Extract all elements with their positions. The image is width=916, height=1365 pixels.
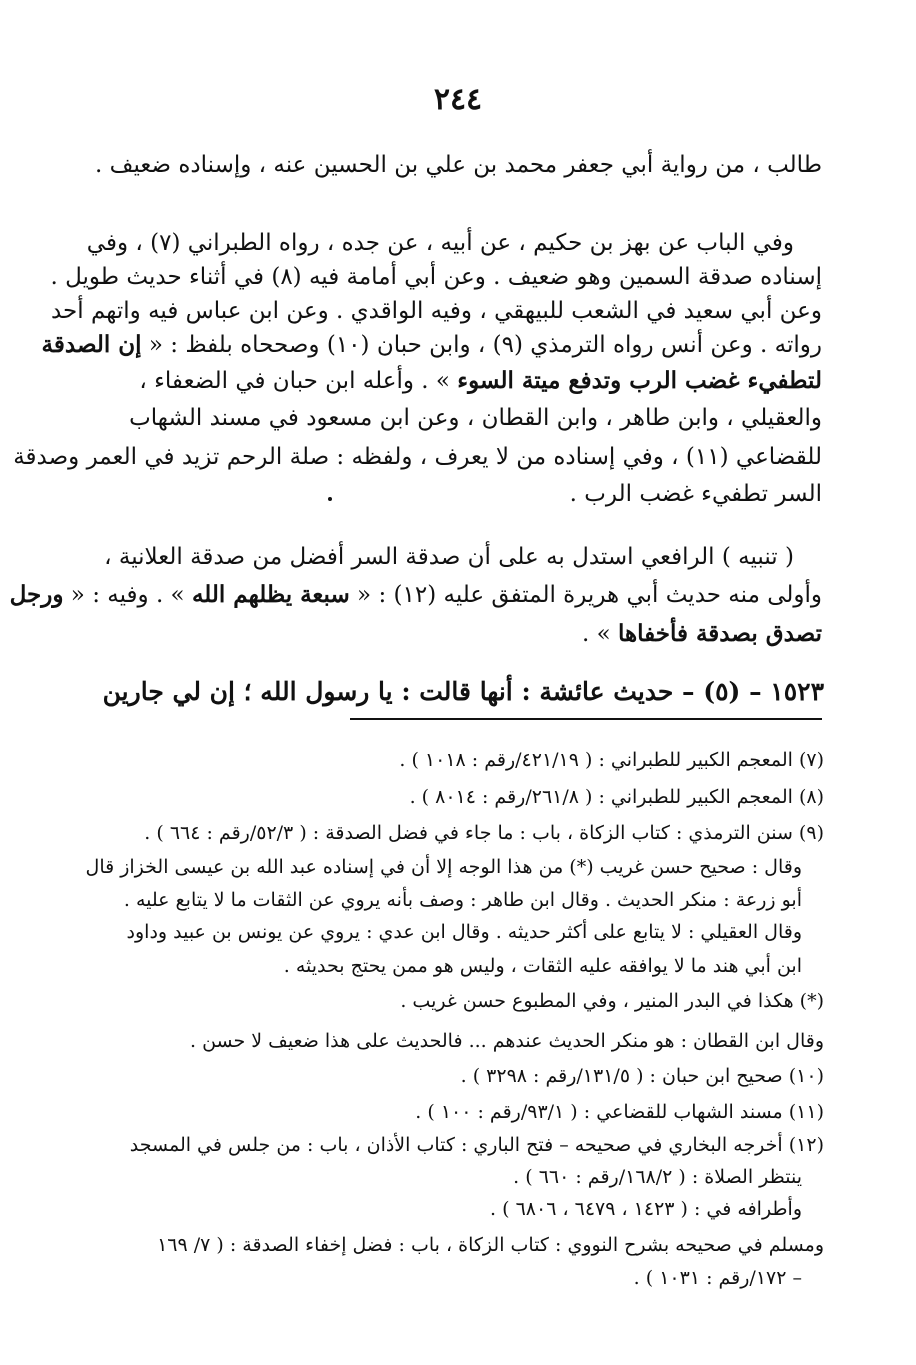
ink-speck [328, 497, 332, 501]
text-segment: وفي الباب عن بهز بن حكيم ، عن أبيه ، عن جده ، رواه الطبراني (٧) ، وفي [86, 230, 794, 256]
text-segment: للقضاعي (١١) ، وفي إسناده من لا يعرف ، ولفظه : صلة الرحم تزيد في العمر وصدقة [13, 444, 822, 470]
text-segment: » . وأعله ابن حبان في الضعفاء ، [139, 368, 458, 394]
body-line [50, 260, 822, 294]
footnote-line: (*) هكذا في البدر المنير ، وفي المطبوع حسن غريب . [400, 990, 824, 1012]
footnote-line: وقال العقيلي : لا يتابع على أكثر حديثه . وقال ابن عدي : يروي عن يونس بن عبيد وداود [126, 921, 802, 943]
footnote-line: (٩) سنن الترمذي : كتاب الزكاة ، باب : ما جاء في فضل الصدقة : ( ٥٢/٣/رقم : ٦٦٤ ) . [144, 822, 824, 844]
text-segment: السر تطفيء غضب الرب . [569, 481, 822, 507]
footnote-line: (٧) المعجم الكبير للطبراني : ( ٤٢١/١٩/رقم : ١٠١٨ ) . [399, 749, 824, 771]
footnote-line: ومسلم في صحيحه بشرح النووي : كتاب الزكاة ، باب : فضل إخفاء الصدقة : ( ٧/ ١٦٩ [157, 1234, 824, 1256]
footnote-separator [350, 718, 822, 720]
bold-phrase: لتطفيء غضب الرب وتدفع ميتة السوء [457, 367, 822, 394]
body-line [70, 540, 794, 574]
footnote-line: ينتظر الصلاة : ( ١٦٨/٢/رقم : ٦٦٠ ) . [513, 1166, 802, 1188]
bold-phrase: ورجل [9, 581, 64, 608]
hadith-heading: ١٥٢٣ – (٥) – حديث عائشة : أنها قالت : يا رسول الله ؛ إن لي جارين [102, 677, 824, 706]
body-line [70, 226, 794, 260]
footnote-line: – ١٧٢/رقم : ١٠٣١ ) . [633, 1267, 802, 1289]
text-segment: والعقيلي ، وابن طاهر ، وابن القطان ، وعن ابن مسعود في مسند الشهاب [129, 405, 822, 431]
footnote-line: أبو زرعة : منكر الحديث . وقال ابن طاهر : وصف بأنه يروي عن الثقات ما لا يتابع عليه . [123, 889, 802, 911]
body-line [70, 617, 822, 651]
body-line [70, 401, 822, 435]
footnote-line: (٨) المعجم الكبير للطبراني : ( ٢٦١/٨/رقم : ٨٠١٤ ) . [409, 786, 824, 808]
text-segment: » . [581, 621, 618, 647]
bold-phrase: تصدق بصدقة فأخفاها [617, 620, 822, 647]
footnote-line: وقال ابن القطان : هو منكر الحديث عندهم ... فالحديث على هذا ضعيف لا حسن . [190, 1030, 824, 1052]
body-line [41, 328, 822, 362]
text-segment: » . وفيه : « [63, 582, 192, 608]
text-segment: إسناده صدقة السمين وهو ضعيف . وعن أبي أمامة فيه (٨) في أثناء حديث طويل . [50, 264, 822, 290]
bold-phrase: سبعة يظلهم الله [191, 581, 350, 608]
text-segment: وأولى منه حديث أبي هريرة المتفق عليه (١٢) : « [349, 582, 822, 608]
bold-phrase: إن الصدقة [41, 331, 142, 358]
body-line [13, 440, 822, 474]
footnote-line: (١٠) صحيح ابن حبان : ( ١٣١/٥/رقم : ٣٢٩٨ ) . [460, 1065, 824, 1087]
page-number: ٢٤٤ [433, 82, 483, 117]
footnote-line: (١١) مسند الشهاب للقضاعي : ( ٩٣/١/رقم : ١٠٠ ) . [415, 1101, 824, 1123]
body-line [70, 148, 822, 182]
body-line [70, 477, 822, 511]
text-segment: رواته . وعن أنس رواه الترمذي (٩) ، وابن حبان (١٠) وصححاه بلفظ : « [141, 332, 822, 358]
body-line [9, 578, 822, 612]
text-segment: وعن أبي سعيد في الشعب للبيهقي ، وفيه الواقدي . وعن ابن عباس فيه واتهم أحد [50, 298, 822, 324]
body-line [70, 364, 822, 398]
text-segment: طالب ، من رواية أبي جعفر محمد بن علي بن الحسين عنه ، وإسناده ضعيف . [95, 152, 822, 178]
footnote-line: (١٢) أخرجه البخاري في صحيحه – فتح الباري : كتاب الأذان ، باب : من جلس في المسجد [129, 1134, 824, 1156]
footnote-line: وقال : صحيح حسن غريب (*) من هذا الوجه إلا أن في إسناده عبد الله بن عيسى الخزاز قال [85, 856, 802, 878]
body-line [50, 294, 822, 328]
footnote-line: وأطرافه في : ( ١٤٢٣ ، ٦٤٧٩ ، ٦٨٠٦ ) . [490, 1198, 802, 1220]
text-segment: ( تنبيه ) الرافعي استدل به على أن صدقة السر أفضل من صدقة العلانية ، [104, 544, 794, 570]
footnote-line: ابن أبي هند ما لا يوافقه عليه الثقات ، وليس هو ممن يحتج بحديثه . [283, 955, 802, 977]
